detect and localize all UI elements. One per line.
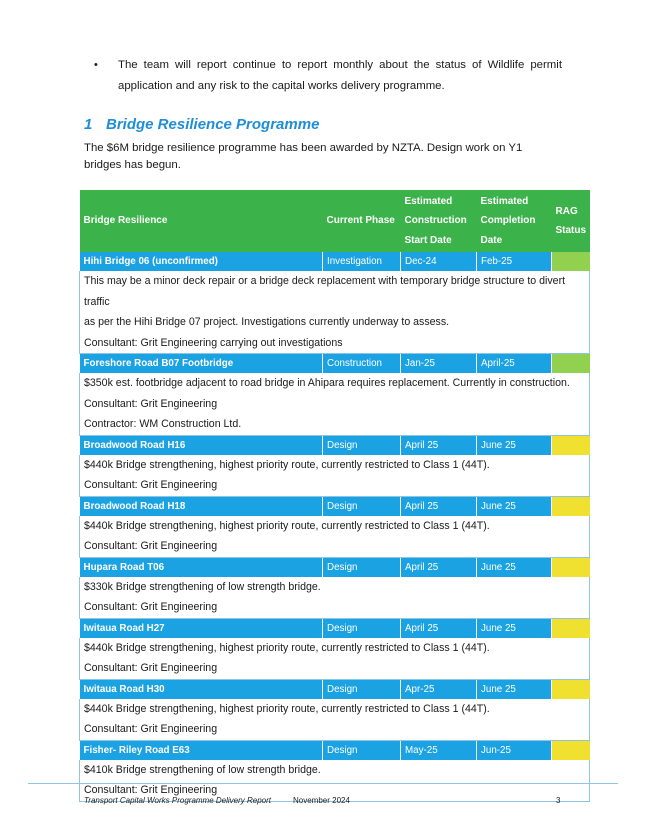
project-name: Hihi Bridge 06 (unconfirmed) [80, 252, 323, 271]
project-description [80, 271, 590, 354]
project-start-date: Jan-25 [401, 354, 477, 374]
project-description-row [80, 760, 590, 802]
project-row [80, 740, 590, 760]
project-completion-date: Feb-25 [477, 252, 552, 271]
project-row [80, 557, 590, 577]
project-description-row [80, 638, 590, 680]
header-rag-status: RAG Status [552, 190, 590, 252]
project-description [80, 455, 590, 497]
project-description-row [80, 516, 590, 558]
project-completion-date: June 25 [477, 496, 552, 516]
project-row [80, 354, 590, 374]
project-name: Foreshore Road B07 Footbridge [80, 354, 323, 374]
section-lead: The $6M bridge resilience programme has been awarded by NZTA. Design work on Y1 bridges has begun. [84, 142, 523, 171]
header-start-date: Estimated Construction Start Date [401, 190, 477, 252]
project-completion-date: June 25 [477, 679, 552, 699]
bridge-resilience-table [79, 190, 590, 802]
project-name: Broadwood Road H16 [80, 435, 323, 455]
section-number: 1 [84, 116, 93, 133]
project-description [80, 373, 590, 435]
footer-title: Transport Capital Works Programme Delivery Report [84, 796, 272, 805]
project-start-date: Apr-25 [401, 679, 477, 699]
description-line: $440k Bridge strengthening, highest priority route, currently restricted to Class 1 (44T). [84, 702, 490, 715]
description-line: Consultant: Grit Engineering [84, 397, 218, 410]
description-line: This may be a minor deck repair or a bridge deck replacement with temporary bridge structure to divert traffic [84, 275, 566, 308]
section-heading [84, 116, 319, 133]
project-row [80, 435, 590, 455]
project-completion-date: June 25 [477, 557, 552, 577]
description-line: Consultant: Grit Engineering [84, 479, 218, 491]
project-phase: Design [323, 435, 401, 455]
rag-status-cell [552, 618, 590, 638]
description-line: as per the Hihi Bridge 07 project. Investigations currently underway to assess. [84, 316, 450, 328]
intro-text: The team will report continue to report monthly about the status of Wildlife permit application and any risk to the capital works delivery programme. [118, 59, 562, 92]
project-description-row [80, 373, 590, 435]
project-description [80, 699, 590, 741]
project-name: Hupara Road T06 [80, 557, 323, 577]
project-row [80, 496, 590, 516]
project-phase: Design [323, 679, 401, 699]
description-line: $410k Bridge strengthening of low strength bridge. [84, 763, 321, 776]
project-start-date: April 25 [401, 557, 477, 577]
project-description-row [80, 271, 590, 354]
description-line: $350k est. footbridge adjacent to road bridge in Ahipara requires replacement. Currently in construction. [84, 377, 570, 389]
project-row [80, 252, 590, 271]
project-completion-date: June 25 [477, 435, 552, 455]
project-name: Fisher- Riley Road E63 [80, 740, 323, 760]
project-phase: Design [323, 496, 401, 516]
section-title: Bridge Resilience Programme [106, 116, 320, 133]
project-description-row [80, 455, 590, 497]
description-line: Consultant: Grit Engineering [84, 723, 218, 735]
description-line: $440k Bridge strengthening, highest priority route, currently restricted to Class 1 (44T). [84, 519, 490, 532]
rag-status-cell [552, 435, 590, 455]
project-phase: Design [323, 557, 401, 577]
project-row [80, 618, 590, 638]
footer-date: November 2024 [293, 796, 350, 805]
description-line: Consultant: Grit Engineering [84, 662, 218, 674]
footer-divider [28, 783, 618, 784]
project-phase: Design [323, 618, 401, 638]
project-start-date: April 25 [401, 435, 477, 455]
header-current-phase: Current Phase [323, 190, 401, 252]
rag-status-cell [552, 557, 590, 577]
description-line: Consultant: Grit Engineering [84, 601, 218, 613]
project-completion-date: Jun-25 [477, 740, 552, 760]
project-description [80, 760, 590, 802]
description-line: Contractor: WM Construction Ltd. [84, 418, 242, 430]
project-phase: Design [323, 740, 401, 760]
description-line: Consultant: Grit Engineering carrying out investigations [84, 336, 343, 349]
header-completion-date: Estimated Completion Date [477, 190, 552, 252]
rag-status-cell [552, 679, 590, 699]
project-description-row [80, 699, 590, 741]
description-line: Consultant: Grit Engineering [84, 784, 218, 796]
project-description [80, 577, 590, 619]
intro-bullet [94, 55, 562, 97]
rag-status-cell [552, 354, 590, 374]
rag-status-cell [552, 740, 590, 760]
project-description [80, 516, 590, 558]
project-start-date: April 25 [401, 496, 477, 516]
project-phase: Construction [323, 354, 401, 374]
header-bridge-resilience: Bridge Resilience [80, 190, 323, 252]
project-name: Broadwood Road H18 [80, 496, 323, 516]
project-phase: Investigation [323, 252, 401, 271]
description-line: $330k Bridge strengthening of low strength bridge. [84, 580, 321, 593]
project-completion-date: April-25 [477, 354, 552, 374]
project-start-date: May-25 [401, 740, 477, 760]
rag-status-cell [552, 496, 590, 516]
bullet-marker: • [94, 59, 98, 71]
description-line: $440k Bridge strengthening, highest priority route, currently restricted to Class 1 (44T). [84, 458, 490, 471]
project-description [80, 638, 590, 680]
project-row [80, 679, 590, 699]
description-line: Consultant: Grit Engineering [84, 540, 218, 552]
table-header-row [80, 190, 590, 252]
table-body [80, 252, 590, 801]
page-number: 3 [556, 796, 561, 805]
project-name: Iwitaua Road H27 [80, 618, 323, 638]
project-start-date: April 25 [401, 618, 477, 638]
project-name: Iwitaua Road H30 [80, 679, 323, 699]
project-description-row [80, 577, 590, 619]
rag-status-cell [552, 252, 590, 271]
project-completion-date: June 25 [477, 618, 552, 638]
description-line: $440k Bridge strengthening, highest priority route, currently restricted to Class 1 (44T). [84, 641, 490, 654]
project-start-date: Dec-24 [401, 252, 477, 271]
